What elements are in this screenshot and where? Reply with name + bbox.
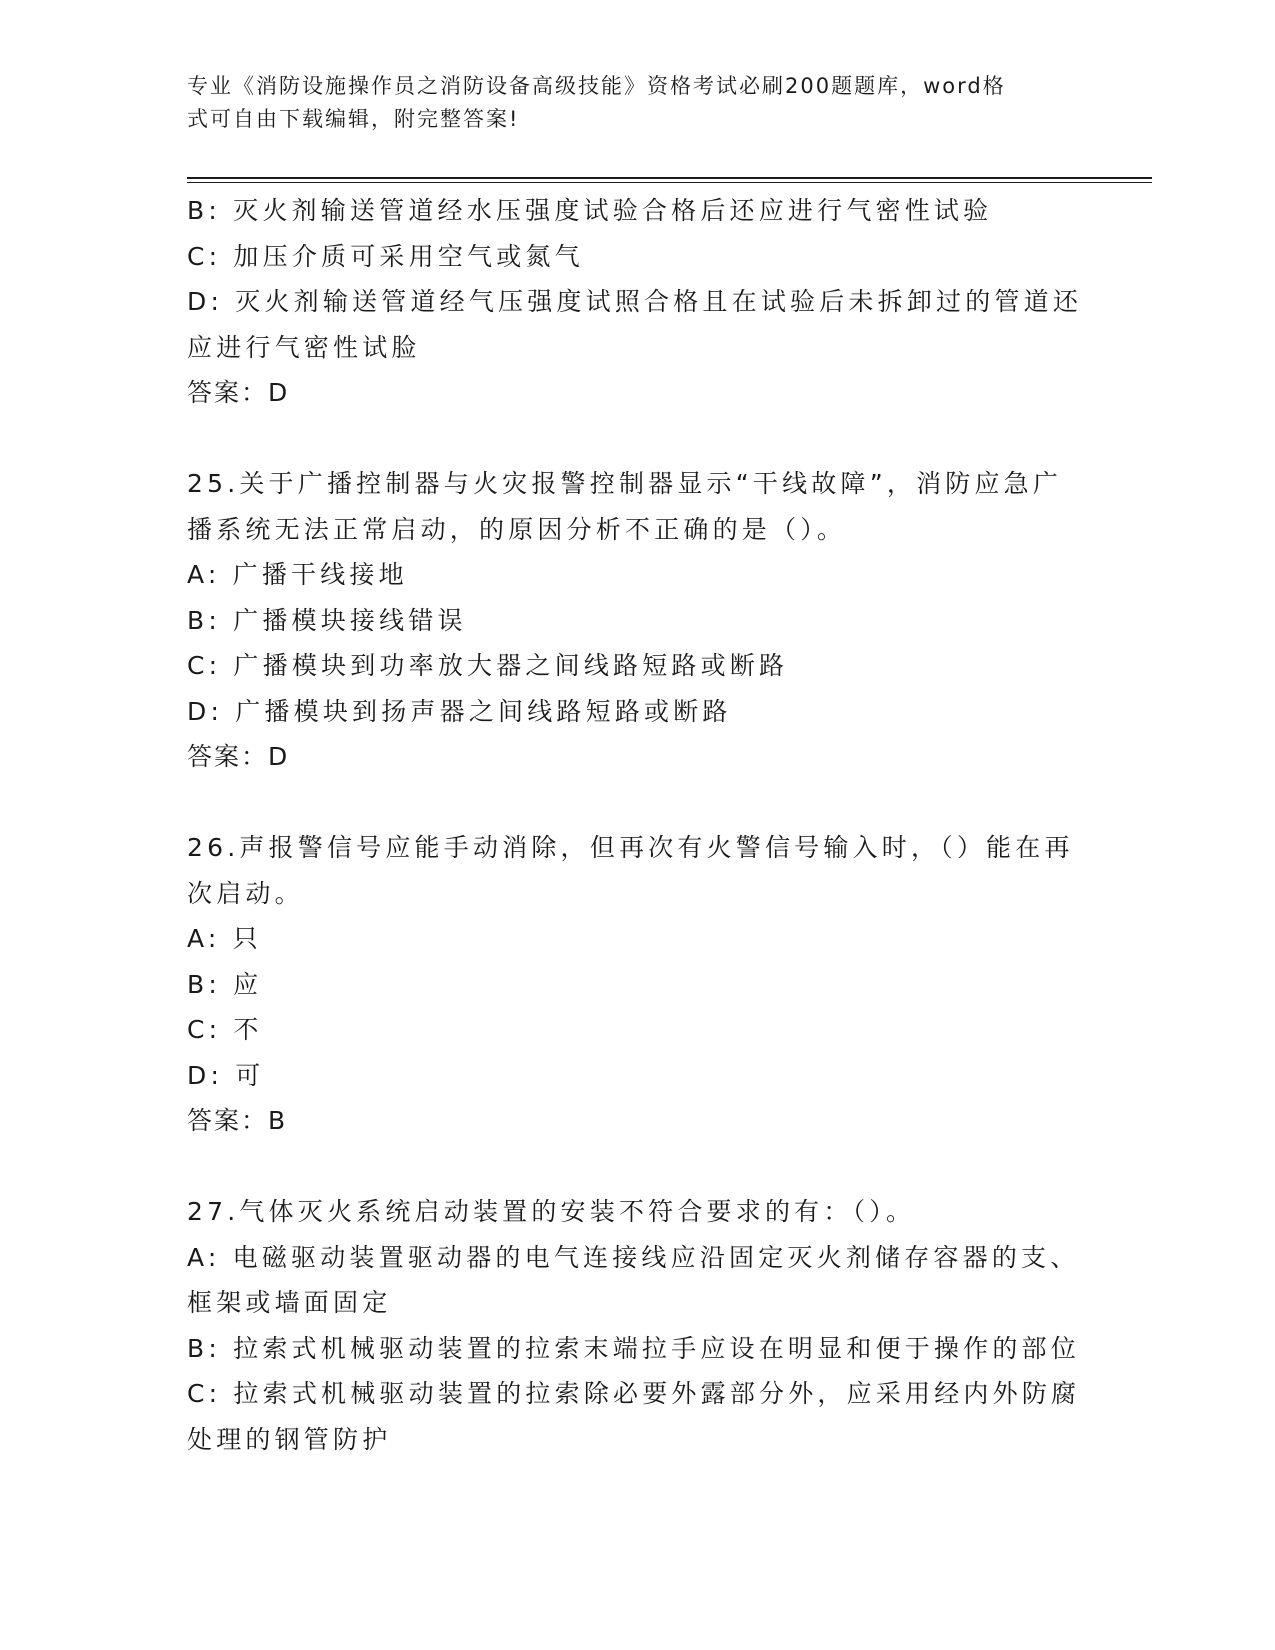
answer-line: 答案：D — [187, 378, 290, 407]
answer-line: 答案：B — [187, 1106, 288, 1135]
option-c: C: 加压介质可采用空气或氮气 — [187, 241, 584, 271]
spacer — [187, 416, 1087, 462]
question-25 — [187, 461, 1087, 780]
option-b: B: 拉索式机械驱动装置的拉索末端拉手应设在明显和便于操作的部位 — [187, 1333, 1080, 1363]
option-c: C: 拉索式机械驱动装置的拉索除必要外露部分外，应采用经内外防腐 — [187, 1379, 1081, 1408]
option-b: B: 广播模块接线错误 — [187, 605, 467, 635]
question-stem-continued: 次启动。 — [187, 878, 304, 908]
question-27 — [187, 1189, 1087, 1462]
question-stem: 25.关于广播控制器与火灾报警控制器显示“干线故障”，消防应急广 — [187, 469, 1063, 498]
question-stem: 26.声报警信号应能手动消除，但再次有火警信号输入时，（）能在再 — [187, 833, 1074, 862]
option-a: A: 只 — [187, 924, 262, 953]
option-a-continued: 框架或墙面固定 — [187, 1288, 392, 1317]
option-d: D: 灭火剂输送管道经气压强度试照合格且在试验后未拆卸过的管道还 — [187, 287, 1083, 316]
question-stem: 27.气体灭火系统启动装置的安装不符合要求的有：（）。 — [187, 1197, 916, 1226]
answer-line: 答案：D — [187, 742, 290, 771]
option-c: C: 不 — [187, 1015, 263, 1044]
previous-question-tail — [187, 188, 1087, 416]
document-header — [187, 70, 1067, 136]
header-line-2: 式可自由下载编辑，附完整答案! — [187, 107, 520, 131]
option-c: C: 广播模块到功率放大器之间线路短路或断路 — [187, 651, 789, 680]
header-line-1: 专业《消防设施操作员之消防设备高级技能》资格考试必刷200题题库，word格 — [187, 74, 1006, 98]
header-divider-thick — [187, 177, 1152, 179]
question-content — [187, 188, 1087, 1462]
header-divider-thin — [187, 182, 1152, 183]
spacer — [187, 780, 1087, 826]
spacer — [187, 1144, 1087, 1190]
option-a: A: 电磁驱动装置驱动器的电气连接线应沿固定灭火剂储存容器的支、 — [187, 1242, 1080, 1272]
option-d-continued: 应进行气密性试脸 — [187, 332, 421, 362]
option-b: B: 应 — [187, 969, 263, 999]
question-26 — [187, 825, 1087, 1144]
option-d: D: 广播模块到扬声器之间线路短路或断路 — [187, 696, 732, 726]
question-stem-continued: 播系统无法正常启动，的原因分析不正确的是（）。 — [187, 514, 847, 544]
option-b: B: 灭火剂输送管道经水压强度试验合格后还应进行气密性试验 — [187, 196, 993, 225]
option-c-continued: 处理的钢管防护 — [187, 1424, 392, 1454]
option-d: D: 可 — [187, 1060, 265, 1090]
option-a: A: 广播干线接地 — [187, 560, 408, 589]
